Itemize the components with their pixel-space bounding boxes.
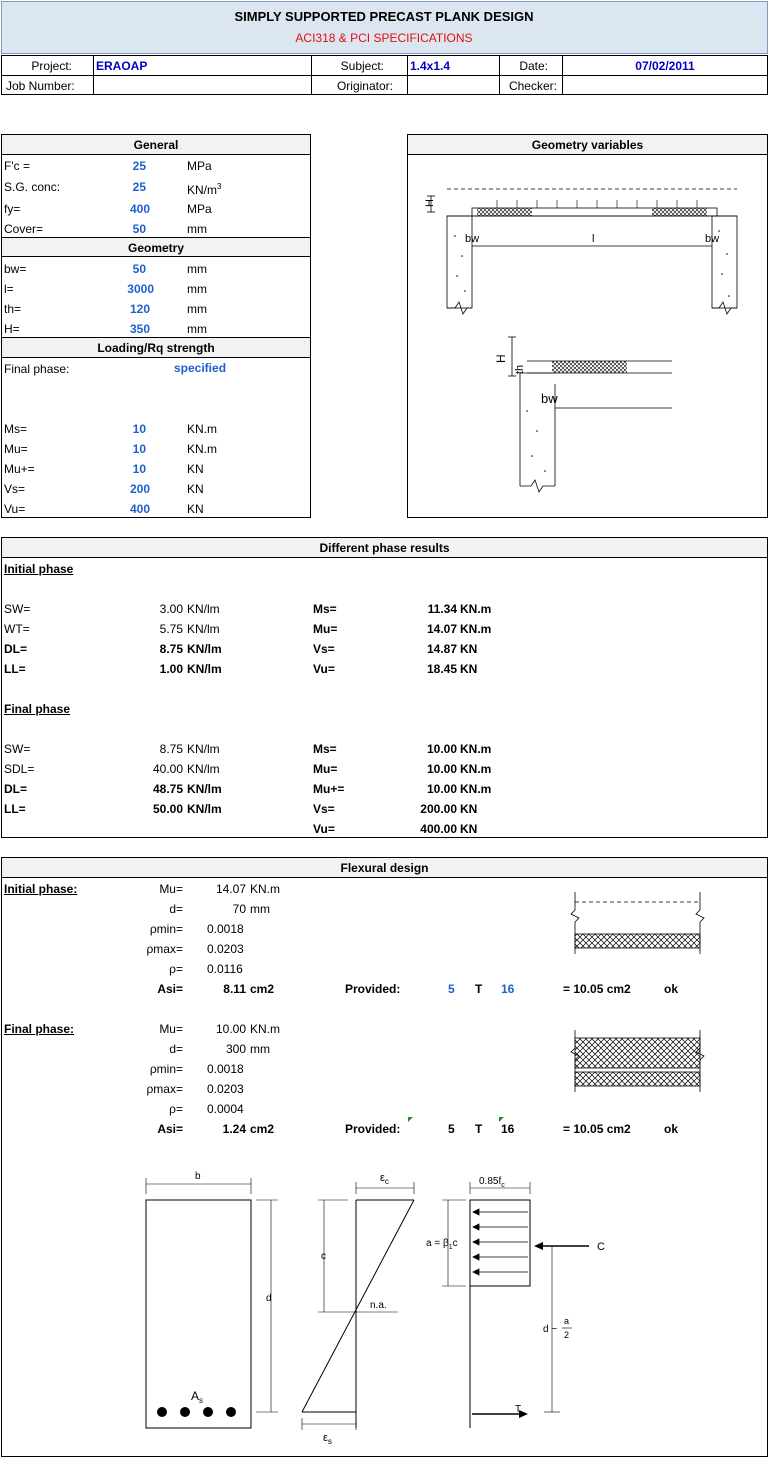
mu-plus-unit: KN [187, 462, 204, 476]
bw-left-label: bw [465, 233, 480, 245]
vu-initial-unit: KN [460, 662, 478, 676]
flex-final-d-label: d= [169, 1042, 183, 1056]
l-span-label: l [592, 233, 595, 245]
ms-final-unit: KN.m [460, 742, 492, 756]
flex-final-bar-type: T [475, 1122, 483, 1136]
flex-initial-rhomin-label: ρmin= [149, 922, 183, 936]
dl-final-label: DL= [4, 782, 28, 796]
flex-final-asi-label: Asi= [157, 1122, 183, 1136]
subject-value[interactable]: 1.4x1.4 [410, 59, 451, 73]
flex-final-provided-area: = 10.05 cm2 [563, 1122, 631, 1136]
th-value[interactable]: 120 [129, 302, 150, 316]
flex-initial-rhomax-value: 0.0203 [207, 942, 244, 956]
checker-label: Checker: [508, 79, 557, 93]
flex-final-bar-diameter[interactable]: 16 [501, 1122, 515, 1136]
flex-initial-d-value: 70 [232, 902, 246, 916]
flex-final-status: ok [664, 1122, 679, 1136]
geometry-header: Geometry [127, 241, 185, 255]
mu-plus-final-label: Mu+= [313, 782, 345, 796]
flex-final-d-unit: mm [250, 1042, 270, 1056]
vu-final-value: 400.00 [420, 822, 457, 836]
sw-final-value: 8.75 [159, 742, 183, 756]
h-detail-label: H [494, 354, 508, 363]
strain-ec-label: $\varepsilon_c$ [380, 1172, 389, 1186]
bw-label: bw= [4, 262, 27, 276]
lever-arm-a: a [564, 1316, 570, 1326]
dl-final-value: 48.75 [152, 782, 183, 796]
flex-initial-d-unit: mm [250, 902, 270, 916]
vs-initial-unit: KN [460, 642, 478, 656]
strain-es-label: $\varepsilon_s$ [323, 1432, 332, 1446]
dl-initial-unit: KN/lm [187, 642, 222, 656]
flex-final-bar-count[interactable]: 5 [448, 1122, 455, 1136]
th-detail-label: th [514, 364, 526, 374]
job-number-label: Job Number: [6, 79, 75, 93]
cover-unit: mm [187, 222, 207, 236]
final-section-sketch [565, 1030, 710, 1092]
flex-final-mu-unit: KN.m [250, 1022, 280, 1036]
mu-label: Mu= [4, 442, 28, 456]
flexural-design-header: Flexural design [340, 861, 429, 875]
bw-value[interactable]: 50 [132, 262, 146, 276]
vs-initial-label: Vs= [313, 642, 335, 656]
vs-initial-value: 14.87 [426, 642, 457, 656]
mu-plus-final-value: 10.00 [426, 782, 457, 796]
sw-final-unit: KN/lm [187, 742, 220, 756]
mu-initial-value: 14.07 [426, 622, 457, 636]
l-label: l= [4, 282, 14, 296]
sdl-final-label: SDL= [4, 762, 35, 776]
bw-right-label: bw [705, 233, 720, 245]
sw-initial-unit: KN/lm [187, 602, 220, 616]
th-unit: mm [187, 302, 207, 316]
flex-final-rho-value: 0.0004 [207, 1102, 244, 1116]
a-depth-label: $a = \beta_1c$ [426, 1238, 458, 1251]
flex-initial-mu-value: 14.07 [215, 882, 246, 896]
ll-final-unit: KN/lm [187, 802, 222, 816]
ll-initial-label: LL= [4, 662, 26, 676]
project-label: Project: [31, 59, 72, 73]
flex-final-rhomin-value: 0.0018 [207, 1062, 244, 1076]
ll-initial-unit: KN/lm [187, 662, 222, 676]
c-depth-label: c [321, 1251, 326, 1262]
fy-label: fy= [4, 202, 21, 216]
flex-final-rho-label: ρ= [169, 1102, 183, 1116]
sdl-final-unit: KN/lm [187, 762, 220, 776]
fy-unit: MPa [187, 202, 212, 216]
flex-final-title: Final phase: [4, 1022, 75, 1036]
flex-initial-mu-label: Mu= [159, 882, 183, 896]
flex-initial-asi-value: 8.11 [223, 982, 246, 996]
flex-initial-mu-unit: KN.m [250, 882, 280, 896]
project-value[interactable]: ERAOAP [96, 59, 148, 73]
fc-value[interactable]: 25 [132, 159, 146, 173]
ms-unit: KN.m [187, 422, 217, 436]
mu-unit: KN.m [187, 442, 217, 456]
geometry-variables-header: Geometry variables [531, 138, 644, 152]
flex-final-rhomin-label: ρmin= [149, 1062, 183, 1076]
mu-plus-label: Mu+= [4, 462, 35, 476]
final-phase-label: Final phase: [4, 362, 70, 376]
vs-label: Vs= [4, 482, 26, 496]
sg-conc-label: S.G. conc: [4, 180, 61, 194]
general-header: General [133, 138, 179, 152]
lever-arm-2: 2 [564, 1330, 570, 1340]
neutral-axis-label: n.a. [370, 1300, 387, 1311]
initial-phase-title: Initial phase [4, 562, 74, 576]
phase-results-panel [1, 537, 768, 838]
tension-t-label: T [515, 1404, 522, 1415]
flex-initial-provided-area: = 10.05 cm2 [563, 982, 631, 996]
cover-label: Cover= [4, 222, 44, 236]
h-unit: mm [187, 322, 207, 336]
b-dimension-label: b [195, 1171, 201, 1182]
vs-final-label: Vs= [313, 802, 335, 816]
fy-value[interactable]: 400 [129, 202, 150, 216]
compression-c-label: C [597, 1241, 605, 1253]
sw-initial-value: 3.00 [159, 602, 183, 616]
vu-initial-label: Vu= [313, 662, 335, 676]
sw-initial-label: SW= [4, 602, 31, 616]
final-phase-select[interactable]: specified [174, 361, 227, 375]
dl-initial-label: DL= [4, 642, 28, 656]
flex-final-asi-value: 1.24 [222, 1122, 246, 1136]
l-value[interactable]: 3000 [127, 282, 154, 296]
ll-initial-value: 1.00 [159, 662, 183, 676]
mu-initial-unit: KN.m [460, 622, 492, 636]
bw-unit: mm [187, 262, 207, 276]
ms-initial-label: Ms= [313, 602, 337, 616]
flex-initial-title: Initial phase: [4, 882, 78, 896]
d-dimension-label: d [266, 1293, 272, 1304]
sw-final-label: SW= [4, 742, 31, 756]
mu-final-value: 10.00 [426, 762, 457, 776]
subject-label: Subject: [340, 59, 384, 73]
vu-final-label: Vu= [313, 822, 335, 836]
flex-final-d-value: 300 [225, 1042, 246, 1056]
ms-final-value: 10.00 [426, 742, 457, 756]
flex-initial-bar-type: T [475, 982, 483, 996]
flex-final-asi-unit: cm2 [250, 1122, 275, 1136]
as-label: $A_s$ [191, 1389, 204, 1405]
ms-initial-unit: KN.m [460, 602, 492, 616]
mu-plus-final-unit: KN.m [460, 782, 492, 796]
sg-conc-value[interactable]: 25 [132, 180, 146, 194]
flex-initial-d-label: d= [169, 902, 183, 916]
l-unit: mm [187, 282, 207, 296]
flex-initial-asi-label: Asi= [157, 982, 183, 996]
flex-final-mu-label: Mu= [159, 1022, 183, 1036]
mu-initial-label: Mu= [313, 622, 338, 636]
sdl-final-value: 40.00 [152, 762, 183, 776]
ll-final-value: 50.00 [152, 802, 183, 816]
ms-value[interactable]: 10 [132, 422, 146, 436]
fc-label: F'c = [4, 159, 30, 173]
h-label: H= [4, 322, 20, 336]
flex-final-mu-value: 10.00 [215, 1022, 246, 1036]
date-label: Date: [519, 59, 548, 73]
vu-final-unit: KN [460, 822, 478, 836]
fc-unit: MPa [187, 159, 212, 173]
flex-initial-rhomin-value: 0.0018 [207, 922, 244, 936]
flex-initial-rho-label: ρ= [169, 962, 183, 976]
flex-initial-bar-diameter[interactable]: 16 [501, 982, 515, 996]
final-phase-title: Final phase [4, 702, 71, 716]
vs-final-value: 200.00 [420, 802, 457, 816]
originator-label: Originator: [336, 79, 393, 93]
h-dimension-label: H [424, 199, 436, 207]
th-label: th= [4, 302, 22, 316]
ms-label: Ms= [4, 422, 28, 436]
mu-final-unit: KN.m [460, 762, 492, 776]
flex-initial-asi-unit: cm2 [250, 982, 275, 996]
vu-initial-value: 18.45 [426, 662, 457, 676]
page-subtitle: ACI318 & PCI SPECIFICATIONS [295, 31, 473, 45]
vu-value[interactable]: 400 [129, 502, 150, 516]
bw-detail-label: bw [541, 391, 558, 406]
mu-final-label: Mu= [313, 762, 338, 776]
flex-final-provided-label: Provided: [345, 1122, 401, 1136]
wt-initial-label: WT= [4, 622, 30, 636]
flex-final-rhomax-value: 0.0203 [207, 1082, 244, 1096]
vs-value[interactable]: 200 [129, 482, 150, 496]
mu-plus-value[interactable]: 10 [132, 462, 146, 476]
dl-initial-value: 8.75 [159, 642, 183, 656]
wt-initial-value: 5.75 [159, 622, 183, 636]
plank-elevation-sketch [407, 156, 768, 516]
page-title: SIMPLY SUPPORTED PRECAST PLANK DESIGN [234, 9, 534, 24]
ms-initial-value: 11.34 [427, 602, 457, 616]
flex-initial-provided-label: Provided: [345, 982, 401, 996]
loading-header: Loading/Rq strength [97, 341, 215, 355]
lever-arm-label: d − [543, 1324, 558, 1335]
ll-final-label: LL= [4, 802, 26, 816]
stress-block-diagram [130, 1160, 610, 1450]
wt-initial-unit: KN/lm [187, 622, 220, 636]
vu-unit: KN [187, 502, 204, 516]
stress-085fc-label: $0.85f_c$ [479, 1176, 505, 1189]
ms-final-label: Ms= [313, 742, 337, 756]
cover-value[interactable]: 50 [132, 222, 146, 236]
vs-final-unit: KN [460, 802, 478, 816]
flex-initial-rho-value: 0.0116 [207, 962, 243, 976]
phase-results-header: Different phase results [319, 541, 450, 555]
flex-initial-status: ok [664, 982, 679, 996]
vs-unit: KN [187, 482, 204, 496]
dl-final-unit: KN/lm [187, 782, 222, 796]
date-value[interactable]: 07/02/2011 [635, 59, 695, 73]
flex-final-rhomax-label: ρmax= [146, 1082, 183, 1096]
sg-conc-unit: $KN/m^3$ [187, 182, 222, 197]
flex-initial-bar-count[interactable]: 5 [448, 982, 455, 996]
h-value[interactable]: 350 [129, 322, 150, 336]
vu-label: Vu= [4, 502, 26, 516]
flex-initial-rhomax-label: ρmax= [146, 942, 183, 956]
initial-section-sketch [565, 892, 710, 956]
comment-marker[interactable] [408, 1117, 413, 1122]
mu-value[interactable]: 10 [132, 442, 146, 456]
